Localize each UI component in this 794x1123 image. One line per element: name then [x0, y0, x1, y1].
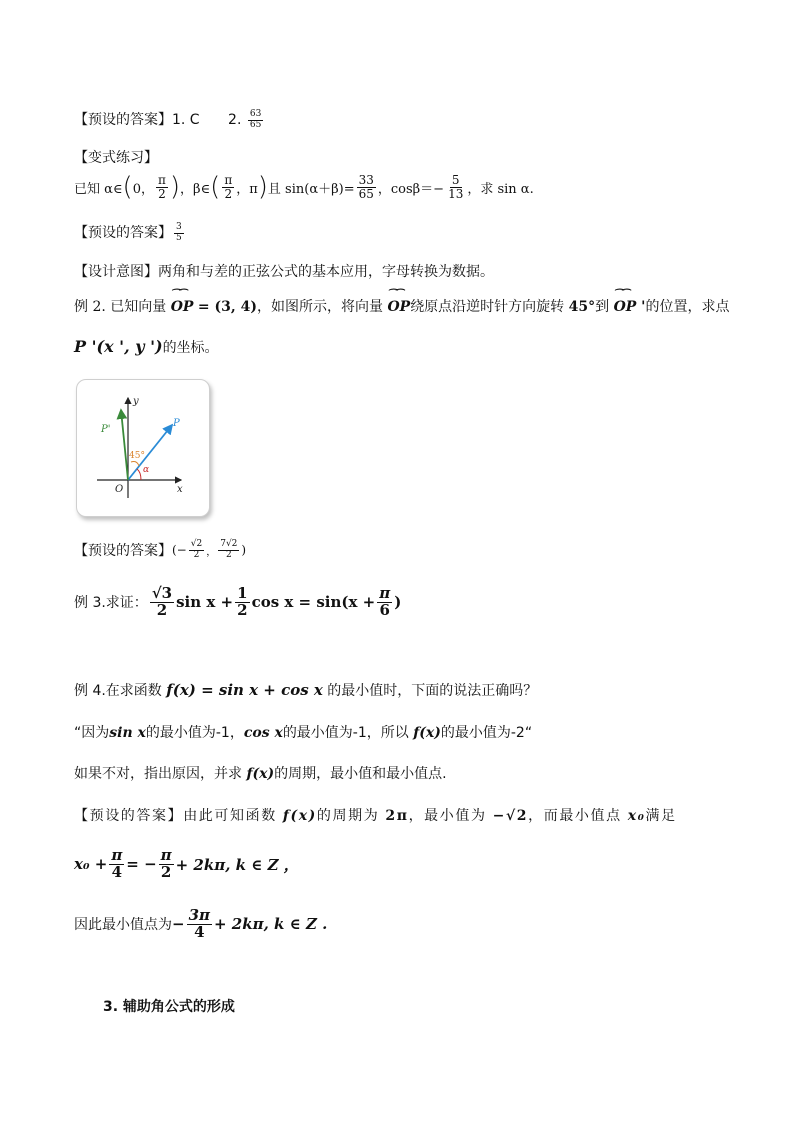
label-y: y [133, 396, 139, 407]
label-alpha: α [143, 465, 150, 475]
answer-line-3: 【预设的答案】 (− $\frac{√2}{2}$ ， $\frac{7√2}{2}$ ) [74, 539, 247, 560]
label-origin: O [115, 484, 124, 495]
design-intent: 【设计意图】两角和与差的正弦公式的基本应用，字母转换为数据。 [74, 264, 494, 280]
angle-alpha-arc [137, 469, 141, 480]
example-2-line-1: 例 2. 已知向量 ⁀⁀ OP = (3, 4)，如图所示，将向量 ⁀⁀ OP绕原点沿逆时针方向旋转 45°到 ⁀⁀ OP '的位置，求点 [74, 296, 729, 316]
label-p: P [173, 418, 180, 429]
fraction: $\frac{63}{65}$ [249, 109, 262, 130]
example-3: 例 3.求证： $\frac{√3}{2}$ sin x + $\frac{1}{2}$ cos x = sin(x + $\frac{\pi}{6}$ ) [74, 584, 402, 619]
answer-line-1 [74, 109, 265, 130]
example-2-line-2: P '(x ', y ')的坐标。 [74, 337, 219, 356]
angle-45-arc [131, 462, 139, 467]
variant-question: 已知 α∈ ( 0， $\frac{\pi}{2}$ ) ，β∈ ( $\frac{\pi}{2}$ ，π ) 且 sin(α＋β)= $\frac{33}{65}$ ，cosβ＝− $\frac{5}{13}$ ，求 sin α. [74, 172, 534, 202]
answer-line-2: 【预设的答案】 $\frac{3}{5}$ [74, 222, 182, 243]
answer-text: 1. C [172, 112, 200, 128]
label-p-prime: P' [101, 424, 111, 435]
example-4: 例 4.在求函数 f(x) = sin x + cos x 的最小值时，下面的说法正确吗？ [74, 681, 538, 699]
quote-line: “因为sin x的最小值为-1，cos x的最小值为-1，所以 f(x)的最小值为-2“ [74, 725, 533, 741]
coordinate-figure [76, 379, 210, 517]
equation-1: x₀ + $\frac{\pi}{4}$ = − $\frac{\pi}{2}$ + 2kπ, k ∈ Z ， [74, 846, 299, 881]
answer-text-2: 2. [228, 112, 242, 128]
label-45: 45° [129, 451, 145, 461]
variant-label: 【变式练习】 [74, 150, 158, 166]
label-x: x [177, 484, 183, 495]
answer-line-4: 【预设的答案】由此可知函数 f(x)的周期为 2π，最小值为 −√2，而最小值点 x₀满足 [74, 808, 677, 824]
vector-op-prime [121, 410, 128, 480]
equation-2: 因此最小值点为 − $\frac{3\pi}{4}$ + 2kπ, k ∈ Z . [74, 906, 328, 941]
rotation-diagram [77, 380, 209, 516]
if-not-line: 如果不对，指出原因，并求 f(x)的周期，最小值和最小值点. [74, 766, 447, 782]
section-title: 3. 辅助角公式的形成 [103, 999, 235, 1015]
answer-label: 【预设的答案】 [74, 112, 172, 128]
